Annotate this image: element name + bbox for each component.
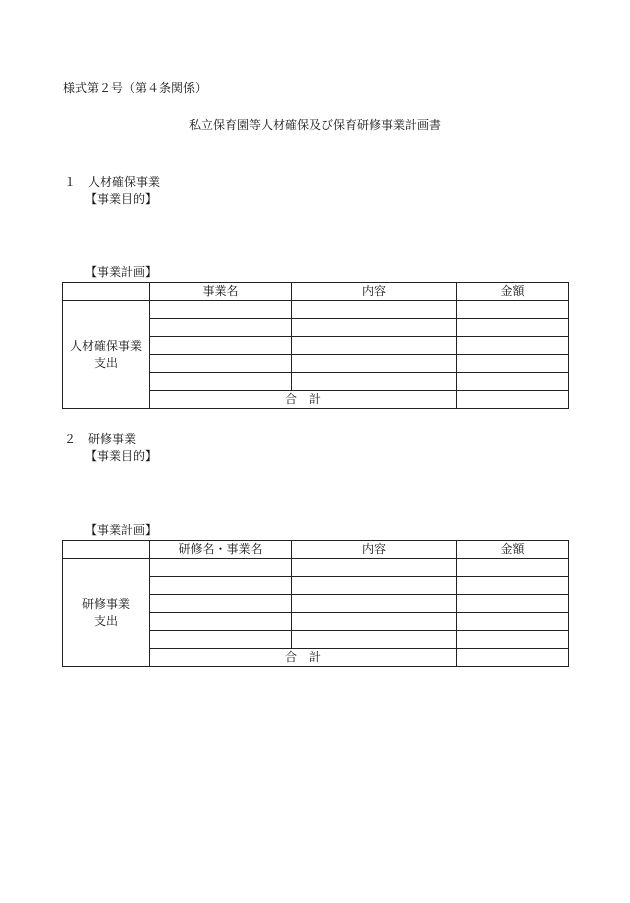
header-content: 内容 (292, 283, 457, 301)
name-cell[interactable] (150, 595, 292, 613)
category-line-1: 人材確保事業 (69, 338, 142, 353)
content-cell[interactable] (292, 595, 457, 613)
content-cell[interactable] (292, 577, 457, 595)
name-cell[interactable] (150, 355, 292, 373)
section-1-plan-table (62, 282, 569, 409)
form-number: 様式第２号（第４条関係） (63, 81, 208, 95)
amount-cell[interactable] (457, 355, 569, 373)
header-project-name: 事業名 (150, 283, 292, 301)
name-cell[interactable] (150, 559, 292, 577)
name-cell[interactable] (150, 373, 292, 391)
content-cell[interactable] (292, 337, 457, 355)
header-content: 内容 (292, 541, 457, 559)
total-amount-cell[interactable] (457, 391, 569, 409)
header-training-name: 研修名・事業名 (150, 541, 292, 559)
category-cell (63, 559, 150, 667)
content-cell[interactable] (292, 613, 457, 631)
amount-cell[interactable] (457, 319, 569, 337)
total-label: 合 計 (150, 391, 457, 409)
name-cell[interactable] (150, 577, 292, 595)
section-1-plan-label: 【事業計画】 (85, 265, 158, 279)
section-1-purpose-label: 【事業目的】 (85, 192, 158, 206)
content-cell[interactable] (292, 631, 457, 649)
table-row (63, 301, 569, 319)
total-label: 合 計 (150, 649, 457, 667)
name-cell[interactable] (150, 319, 292, 337)
amount-cell[interactable] (457, 577, 569, 595)
header-amount: 金額 (457, 283, 569, 301)
amount-cell[interactable] (457, 613, 569, 631)
content-cell[interactable] (292, 373, 457, 391)
amount-cell[interactable] (457, 559, 569, 577)
category-line-2: 支出 (93, 355, 118, 370)
content-cell[interactable] (292, 319, 457, 337)
section-2-plan-table (62, 540, 569, 667)
content-cell[interactable] (292, 301, 457, 319)
name-cell[interactable] (150, 337, 292, 355)
section-2-heading: ２ 研修事業 (64, 432, 137, 446)
document-title: 私立保育園等人材確保及び保育研修事業計画書 (188, 118, 441, 132)
name-cell[interactable] (150, 613, 292, 631)
table-row (63, 559, 569, 577)
content-cell[interactable] (292, 355, 457, 373)
header-category (63, 283, 150, 301)
category-line-2: 支出 (93, 613, 118, 628)
name-cell[interactable] (150, 301, 292, 319)
header-category (63, 541, 150, 559)
table-header-row (63, 283, 569, 301)
section-2-purpose-label: 【事業目的】 (85, 449, 158, 463)
amount-cell[interactable] (457, 373, 569, 391)
amount-cell[interactable] (457, 301, 569, 319)
header-amount: 金額 (457, 541, 569, 559)
category-line-1: 研修事業 (81, 596, 130, 611)
content-cell[interactable] (292, 559, 457, 577)
table-header-row (63, 541, 569, 559)
amount-cell[interactable] (457, 337, 569, 355)
section-1-heading: １ 人材確保事業 (64, 175, 161, 189)
amount-cell[interactable] (457, 631, 569, 649)
amount-cell[interactable] (457, 595, 569, 613)
category-cell (63, 301, 150, 409)
total-amount-cell[interactable] (457, 649, 569, 667)
name-cell[interactable] (150, 631, 292, 649)
section-2-plan-label: 【事業計画】 (85, 523, 158, 537)
